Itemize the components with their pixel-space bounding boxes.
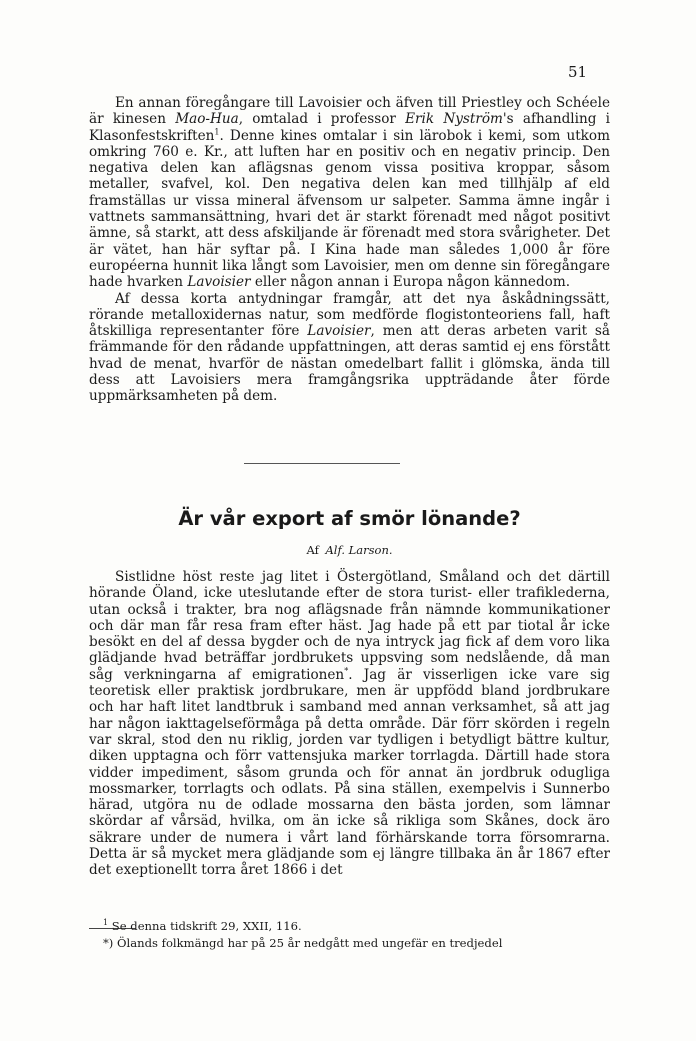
- text-run: . Jag är visserligen icke vare sig teoretisk eller praktisk jordbrukare, men är uppfödd bland jordbrukare och har haft litet landtbruk i samband med annan verksamhet, så att jag har någon iakttagelseförmåga på detta område. Där förr skörden i regeln var skral, stod den nu riklig, jorden var tydligen i betydligt bättre kultur, diken upptagna och förr vattensjuka marker torrlagda. Därtill hade stora vidder impediment, såsom grunda och för annat än jordbruk odugliga mossmarker, torrlagts och odlats. På sina ställen, exempelvis i Sunnerbo härad, utgöra nu de odlade mossarna den bästa jorden, som lämnar skördar af vårsäd, hvilka, om än icke så rikliga som Skånes, dock äro säkrare under de numera i vårt land förhärskande torra försomrarna. Detta är så mycket mera glädjande som ej längre tillbaka än år 1867 efter det exeptionellt torra året 1866 i det: [89, 666, 611, 879]
- text-run: Sistlidne höst reste jag litet i Östergötland, Småland och det därtill hörande Öland, icke uteslutande efter de stora turist- eller trafiklederna, utan också i trakter, bra nog aflägsnade från nämnde kommunikationer och där man får resa fram efter häst. Jag hade på ett par tiotal år icke besökt en del af dessa bygder och de nya intryck jag fick af dem voro lika glädjande hvad beträffar jordbrukets uppsving som nedslående, då man såg verkningarna af emigrationen: [89, 569, 610, 683]
- author-prefix: Af: [306, 543, 319, 557]
- footnote-ref: 1: [214, 127, 220, 137]
- footnote-mark: 1: [103, 918, 109, 928]
- text-run: Af dessa korta antydningar framgår, att det nya åskådningssätt, rörande metalloxidernas natur, som medförde flogistonteoriens fall, haft åtskilliga representanter före: [89, 290, 610, 340]
- footnote-1: [103, 918, 613, 935]
- section1-para1: [89, 95, 610, 291]
- section-divider: [244, 463, 400, 464]
- footnote-text: Ölands folkmängd har på 25 år nedgått med ungefär en tredjedel: [117, 936, 503, 950]
- text-run: , omtalad i professor: [238, 111, 406, 128]
- footnotes: [103, 918, 613, 952]
- italic-run: Lavoisier: [307, 323, 371, 340]
- section1-para2: [89, 291, 610, 405]
- article-title: Är vår export af smör lönande?: [178, 507, 521, 530]
- text-run: eller någon annan i Europa någon kännedom.: [250, 274, 571, 291]
- footnote-ref: *: [344, 666, 349, 676]
- text-run: , men att deras arbeten varit så främmande för den rådande uppfattningen, att deras samtid ej ens förstått hvad de menat, hvarför de nästan omedelbart fallit i glömska, ända till dess att Lavoisiers mera framgångsrika uppträdande åter förde uppmärksamheten på dem.: [89, 323, 610, 405]
- text-run: En annan föregångare till Lavoisier och äfven till Priestley och Schéele är kinesen: [89, 95, 610, 128]
- text-run: . Denne kines omtalar i sin lärobok i kemi, som utkom omkring 760 e. Kr., att luften har en positiv och en negativ princip. Den negativa delen kan aflägsnas genom vissa positiva kroppar, såsom metaller, svafvel, kol. Den negativa delen kan med tillhjälp af eld framställas ur vissa mineral äfvensom ur salpeter. Samma ämne ingår i vattnets sammansättning, hvari det är starkt förenadt med något positivt ämne, så starkt, att dess afskiljande är förenadt med stora svårigheter. Det är vätet, han här syftar på. I Kina hade man således 1,000 år före européerna hunnit lika långt som Lavoisier, men om denne sin föregångare hade hvarken: [89, 127, 610, 291]
- page-number: 51: [568, 63, 588, 81]
- article-text: [89, 569, 610, 879]
- section1-text: [89, 95, 610, 405]
- italic-run: Mao-Hua: [175, 111, 239, 128]
- italic-run: Lavoisier: [187, 274, 251, 291]
- footnote-mark: *): [103, 936, 114, 950]
- footnote-text: Se denna tidskrift 29, XXII, 116.: [111, 919, 302, 933]
- text-run: 's afhandling i Klasonfestskriften: [89, 111, 611, 144]
- article-byline: [89, 543, 610, 557]
- italic-run: Erik Nyström: [405, 111, 503, 128]
- article-para1: [89, 569, 610, 879]
- author-name: Alf. Larson.: [325, 543, 393, 557]
- footnote-2: [103, 935, 613, 952]
